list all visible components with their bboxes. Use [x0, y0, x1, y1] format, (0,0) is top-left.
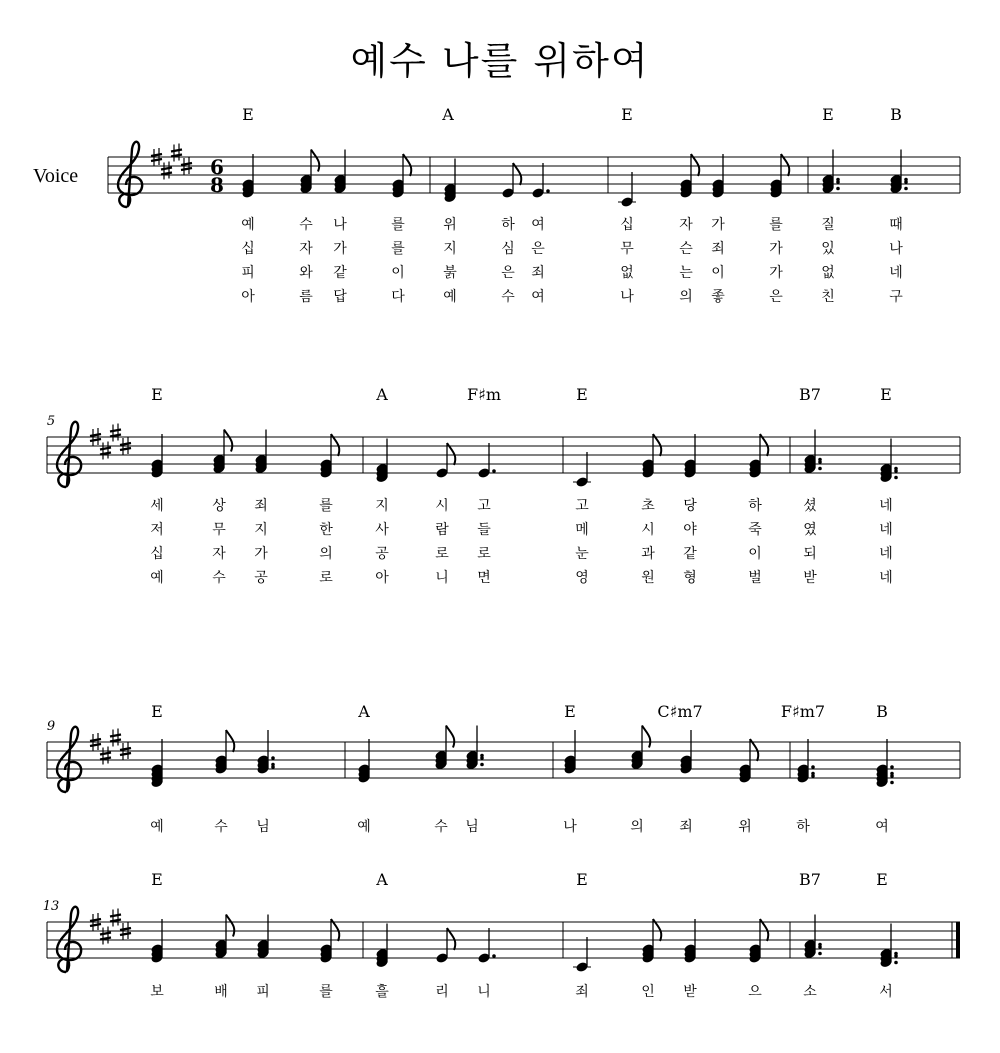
note-chord: [803, 915, 821, 960]
lyric-syllable: 가: [769, 265, 783, 281]
lyric-syllable: 십: [620, 217, 634, 233]
lyric-syllable: 네: [879, 546, 893, 562]
chord-symbol: E: [576, 870, 588, 889]
lyric-syllable: 되: [803, 546, 817, 562]
lyric-syllable: 고: [477, 498, 491, 514]
note-chord: [573, 452, 591, 488]
note-chord: [748, 434, 768, 479]
dot: [546, 189, 550, 193]
chord-symbol: E: [242, 105, 254, 124]
lyric-syllable: 세: [150, 498, 164, 514]
dot: [818, 467, 822, 471]
flag: [226, 915, 234, 937]
note-chord: [796, 739, 814, 784]
lyric-syllable: 지: [375, 498, 389, 514]
lyric-syllable: 를: [319, 984, 333, 1000]
lyric-syllable: 예: [357, 819, 371, 835]
lyric-syllable: 의: [319, 546, 333, 562]
chord-symbol: A: [358, 702, 370, 721]
lyric-syllable: 눈: [575, 546, 589, 562]
lyric-syllable: 죄: [254, 498, 268, 514]
chord-symbol: B7: [799, 870, 821, 889]
lyric-syllable: 흘: [375, 984, 389, 1000]
lyric-syllable: 공: [375, 546, 389, 562]
lyric-syllable: 면: [477, 570, 491, 586]
lyric-syllable: 나: [563, 819, 577, 835]
dot: [811, 765, 815, 769]
measure-number: 9: [46, 719, 56, 734]
lyric-syllable: 답: [333, 289, 347, 305]
dot: [271, 765, 275, 769]
lyric-syllable: 나: [620, 289, 634, 305]
flag: [224, 430, 232, 452]
lyric-syllable: 받: [683, 984, 697, 1000]
dot: [904, 180, 908, 184]
sharp-icon: [110, 909, 121, 927]
chord-symbol: B: [890, 105, 902, 124]
lyric-syllable: 는: [679, 265, 693, 281]
note-chord: [618, 172, 636, 208]
lyric-syllable: 시: [435, 498, 449, 514]
lyric-syllable: 나: [333, 217, 347, 233]
lyric-syllable: 슨: [679, 241, 693, 257]
note-chord: [434, 726, 454, 771]
note-chord: [214, 730, 234, 775]
lyric-syllable: 위: [443, 217, 457, 233]
treble-clef-icon: [118, 142, 142, 207]
note-chord: [150, 739, 163, 788]
note-chord: [212, 430, 232, 475]
lyric-syllable: 니: [435, 570, 449, 586]
note-chord: [748, 919, 768, 964]
lyric-syllable: 의: [679, 289, 693, 305]
lyric-syllable: 질: [821, 217, 835, 233]
lyric-syllable: 로: [477, 546, 491, 562]
sharp-icon: [100, 747, 111, 765]
chord-symbol: A: [442, 105, 454, 124]
note-chord: [821, 150, 839, 195]
lyric-syllable: 님: [256, 819, 270, 835]
chord-symbol: E: [876, 870, 888, 889]
chord-symbol: A: [376, 870, 388, 889]
lyric-syllable: 당: [683, 498, 697, 514]
lyric-syllable: 수: [214, 819, 228, 835]
lyric-syllable: 친: [821, 289, 835, 305]
note-chord: [465, 726, 483, 771]
chord-symbol: E: [621, 105, 633, 124]
lyric-syllable: 죽: [748, 522, 762, 538]
note-chord: [150, 919, 163, 964]
dot: [818, 952, 822, 956]
dot: [836, 180, 840, 184]
dot: [271, 756, 275, 760]
lyric-syllable: 네: [889, 265, 903, 281]
note-chord: [375, 439, 388, 484]
lyric-syllable: 은: [501, 265, 515, 281]
lyric-syllable: 죄: [531, 265, 545, 281]
song-title: 예수 나를 위하여: [350, 39, 650, 83]
lyric-syllable: 여: [875, 819, 889, 835]
lyric-syllable: 이: [711, 265, 725, 281]
lyric-syllable: 하: [748, 498, 762, 514]
lyric-syllable: 지: [443, 241, 457, 257]
note-chord: [254, 430, 267, 475]
lyric-syllable: 다: [391, 289, 405, 305]
lyric-syllable: 인: [641, 984, 655, 1000]
lyric-syllable: 받: [803, 570, 817, 586]
lyric-syllable: 피: [256, 984, 270, 1000]
lyric-syllable: 십: [150, 546, 164, 562]
chord-symbol: F♯m7: [780, 702, 826, 721]
lyric-syllable: 보: [150, 984, 164, 1000]
lyric-syllable: 메: [575, 522, 589, 538]
note-chord: [683, 434, 696, 479]
lyric-syllable: 의: [630, 819, 644, 835]
dot: [890, 774, 894, 778]
lyric-syllable: 였: [803, 522, 817, 538]
lyric-syllable: 수: [212, 570, 226, 586]
note-chord: [879, 924, 897, 969]
note-chord: [214, 915, 234, 960]
lyric-syllable: 수: [501, 289, 515, 305]
measure-number: 13: [42, 899, 60, 914]
lyric-syllable: 없: [821, 265, 835, 281]
chord-symbol: B: [876, 702, 888, 721]
lyric-syllable: 때: [889, 217, 903, 233]
lyric-syllable: 은: [769, 289, 783, 305]
sharp-icon: [100, 927, 111, 945]
lyric-syllable: 야: [683, 522, 697, 538]
lyric-syllable: 무: [212, 522, 226, 538]
lyric-syllable: 원: [641, 570, 655, 586]
lyric-syllable: 리: [435, 984, 449, 1000]
dot: [818, 945, 822, 949]
lyric-syllable: 저: [150, 522, 164, 538]
lyric-syllable: 지: [254, 522, 268, 538]
note-chord: [889, 150, 907, 195]
dot: [492, 954, 496, 958]
lyric-syllable: 아: [241, 289, 255, 305]
lyric-syllable: 예: [150, 819, 164, 835]
lyric-syllable: 죄: [575, 984, 589, 1000]
note-chord: [241, 154, 254, 199]
lyric-syllable: 좋: [711, 289, 725, 305]
lyric-syllable: 나: [889, 241, 903, 257]
treble-clef-icon: [57, 422, 81, 487]
chord-symbol: E: [822, 105, 834, 124]
note-chord: [711, 154, 724, 199]
dot: [904, 187, 908, 191]
lyric-syllable: 수: [299, 217, 313, 233]
lyric-syllable: 니: [477, 984, 491, 1000]
lyric-syllable: 가: [254, 546, 268, 562]
dot: [894, 954, 898, 958]
chord-symbol: E: [151, 385, 163, 404]
note-chord: [319, 919, 339, 964]
dot: [480, 756, 484, 760]
sharp-icon: [161, 162, 172, 180]
lyric-syllable: 가: [711, 217, 725, 233]
note-chord: [683, 919, 696, 964]
lyric-syllable: 죄: [711, 241, 725, 257]
sharp-icon: [110, 729, 121, 747]
lyric-syllable: 여: [531, 217, 545, 233]
note-chord: [375, 924, 388, 969]
note-chord: [443, 159, 456, 204]
note-chord: [357, 739, 370, 784]
lyric-syllable: 가: [769, 241, 783, 257]
lyric-syllable: 를: [319, 498, 333, 514]
lyric-syllable: 고: [575, 498, 589, 514]
lyric-syllable: 으: [748, 984, 762, 1000]
note-chord: [875, 739, 893, 788]
lyric-syllable: 한: [319, 522, 333, 538]
final-barline-thick: [956, 922, 960, 958]
chord-symbol: E: [151, 702, 163, 721]
treble-clef-icon: [57, 727, 81, 792]
chord-symbol: F♯m: [466, 385, 502, 404]
dot: [894, 961, 898, 965]
lyric-syllable: 영: [575, 570, 589, 586]
lyric-syllable: 초: [641, 498, 655, 514]
note-chord: [879, 439, 897, 484]
note-chord: [299, 150, 319, 195]
lyric-syllable: 수: [434, 819, 448, 835]
flag: [446, 726, 454, 748]
lyric-syllable: 위: [738, 819, 752, 835]
lyric-syllable: 와: [299, 265, 313, 281]
lyric-syllable: 소: [803, 984, 817, 1000]
dot: [890, 765, 894, 769]
lyric-syllable: 붉: [443, 265, 457, 281]
lyric-syllable: 자: [212, 546, 226, 562]
note-chord: [563, 730, 576, 775]
lyric-syllable: 공: [254, 570, 268, 586]
lyric-syllable: 시: [641, 522, 655, 538]
lyric-syllable: 사: [375, 522, 389, 538]
dot: [811, 774, 815, 778]
note-chord: [256, 730, 274, 775]
note-chord: [256, 915, 269, 960]
dot: [492, 469, 496, 473]
note-chord: [150, 434, 163, 479]
lyric-syllable: 은: [531, 241, 545, 257]
flag: [311, 150, 319, 172]
lyric-syllable: 과: [641, 546, 655, 562]
dot: [894, 469, 898, 473]
lyric-syllable: 하: [796, 819, 810, 835]
lyric-syllable: 같: [683, 546, 697, 562]
lyric-syllable: 자: [299, 241, 313, 257]
lyric-syllable: 배: [214, 984, 228, 1000]
note-chord: [679, 730, 692, 775]
note-chord: [391, 154, 411, 199]
treble-clef-icon: [57, 907, 81, 972]
lyric-syllable: 를: [391, 217, 405, 233]
lyric-syllable: 없: [620, 265, 634, 281]
lyric-syllable: 예: [150, 570, 164, 586]
chord-symbol: E: [151, 870, 163, 889]
measure-number: 5: [46, 414, 56, 429]
lyric-syllable: 형: [683, 570, 697, 586]
dot: [480, 763, 484, 767]
note-chord: [679, 154, 699, 199]
chord-symbol: E: [564, 702, 576, 721]
lyric-syllable: 네: [879, 522, 893, 538]
lyric-syllable: 로: [435, 546, 449, 562]
dot: [818, 460, 822, 464]
dot: [894, 476, 898, 480]
chord-symbol: C♯m7: [657, 702, 703, 721]
note-chord: [641, 919, 661, 964]
lyric-syllable: 심: [501, 241, 515, 257]
lyric-syllable: 님: [465, 819, 479, 835]
dot: [836, 187, 840, 191]
lyric-syllable: 예: [241, 217, 255, 233]
lyric-syllable: 이: [748, 546, 762, 562]
lyric-syllable: 피: [241, 265, 255, 281]
lyric-syllable: 서: [879, 984, 893, 1000]
lyric-syllable: 구: [889, 289, 903, 305]
lyric-syllable: 셨: [803, 498, 817, 514]
flag: [226, 730, 234, 752]
lyric-syllable: 들: [477, 522, 491, 538]
lyric-syllable: 네: [879, 570, 893, 586]
lyric-syllable: 하: [501, 217, 515, 233]
lyric-syllable: 를: [391, 241, 405, 257]
lyric-syllable: 를: [769, 217, 783, 233]
lyric-syllable: 람: [435, 522, 449, 538]
lyric-syllable: 가: [333, 241, 347, 257]
flag: [642, 726, 650, 748]
lyric-syllable: 자: [679, 217, 693, 233]
lyric-syllable: 무: [620, 241, 634, 257]
time-signature-numerator: 6: [210, 155, 224, 179]
lyric-syllable: 예: [443, 289, 457, 305]
lyric-syllable: 로: [319, 570, 333, 586]
lyric-syllable: 죄: [679, 819, 693, 835]
note-chord: [573, 937, 591, 973]
note-chord: [630, 726, 650, 771]
dot: [890, 781, 894, 785]
chord-symbol: E: [576, 385, 588, 404]
note-chord: [333, 150, 346, 195]
note-chord: [641, 434, 661, 479]
note-chord: [803, 430, 821, 475]
lyric-syllable: 십: [241, 241, 255, 257]
lyric-syllable: 여: [531, 289, 545, 305]
note-chord: [319, 434, 339, 479]
lyric-syllable: 아: [375, 570, 389, 586]
chord-symbol: B7: [799, 385, 821, 404]
sharp-icon: [110, 424, 121, 442]
sharp-icon: [100, 442, 111, 460]
chord-symbol: A: [376, 385, 388, 404]
lyric-syllable: 벌: [748, 570, 762, 586]
note-chord: [769, 154, 789, 199]
lyric-syllable: 상: [212, 498, 226, 514]
lyric-syllable: 네: [879, 498, 893, 514]
note-chord: [738, 739, 758, 784]
sharp-icon: [171, 144, 182, 162]
lyric-syllable: 있: [821, 241, 835, 257]
chord-symbol: E: [880, 385, 892, 404]
lyric-syllable: 이: [391, 265, 405, 281]
instrument-label: Voice: [33, 165, 79, 187]
lyric-syllable: 같: [333, 265, 347, 281]
lyric-syllable: 름: [299, 289, 313, 305]
time-signature-denominator: 8: [210, 173, 224, 197]
